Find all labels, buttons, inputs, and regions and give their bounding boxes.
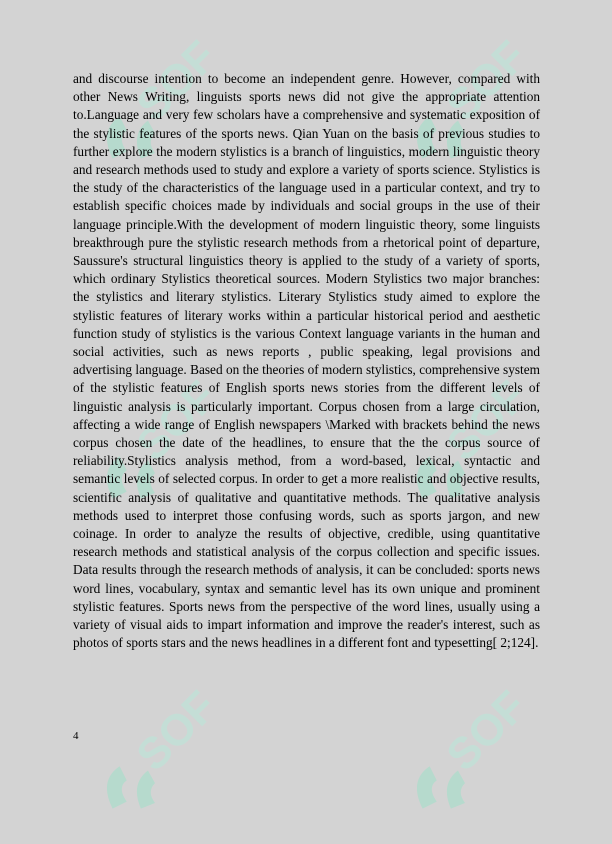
- svg-text:SOF: SOF: [437, 31, 537, 131]
- svg-text:SOF: SOF: [127, 371, 227, 471]
- page-number: 4: [73, 730, 79, 742]
- body-paragraph: and discourse intention to become an independent genre. However, compared with other News Writing, linguists sports news did not give the appropriate attention to.Language and very few scholars have a comprehensive and systematic exposition of the stylistic features of the sports news. Qian Yuan on the basis of previous studies to further explore the modern stylistics is a branch of linguistics, modern linguistic theory and research methods used to study and explore a variety of sports science. Stylistics is the study of the characteristics of the language used in a particular context, and try to establish specific choices made by individuals and social groups in the use of their language principle.With the development of modern linguistic theory, some linguists breakthrough pure the stylistic research methods from a rhetorical point of departure, Saussure's structural linguistics theory is applied to the study of a variety of sports, which ordinary Stylistics theoretical sources. Modern Stylistics two major branches: the stylistics and literary stylistics. Literary Stylistics study aimed to explore the stylistic features of literary works within a particular historical period and aesthetic function study of stylistics is the various Context language variants in the human and social activities, such as news reports , public speaking, legal provisions and advertising language. Based on the theories of modern stylistics, comprehensive system of the stylistic features of English sports news stories from the different levels of linguistic analysis is particularly important. Corpus chosen from a large circulation, affecting a wide range of English newspapers \Marked with brackets behind the news corpus chosen the date of the headlines, to ensure that the the corpus source of reliability.Stylistics analysis method, from a word-based, lexical, syntactic and semantic levels of selected corpus. In order to get a more realistic and objective results, scientific analysis of qualitative and quantitative methods. The qualitative analysis methods used to interpret those confusing words, such as sports jargon, and new coinage. In order to analyze the results of objective, credible, using quantitative research methods and statistical analysis of the corpus collection and specific issues. Data results through the research methods of analysis, it can be concluded: sports news word lines, vocabulary, syntax and semantic level has its own unique and prominent stylistic features. Sports news from the perspective of the word lines, usually using a variety of visual aids to impart information and improve the reader's interest, such as photos of sports stars and the news headlines in a different font and typesetting[ 2;124].: [73, 71, 540, 651]
- svg-text:SOF: SOF: [437, 371, 537, 471]
- watermark-logo: [56, 646, 254, 844]
- svg-text:SOF: SOF: [127, 31, 227, 131]
- svg-text:SOF: SOF: [127, 681, 227, 781]
- watermark-logo: [366, 646, 564, 844]
- svg-text:SOF: SOF: [437, 681, 537, 781]
